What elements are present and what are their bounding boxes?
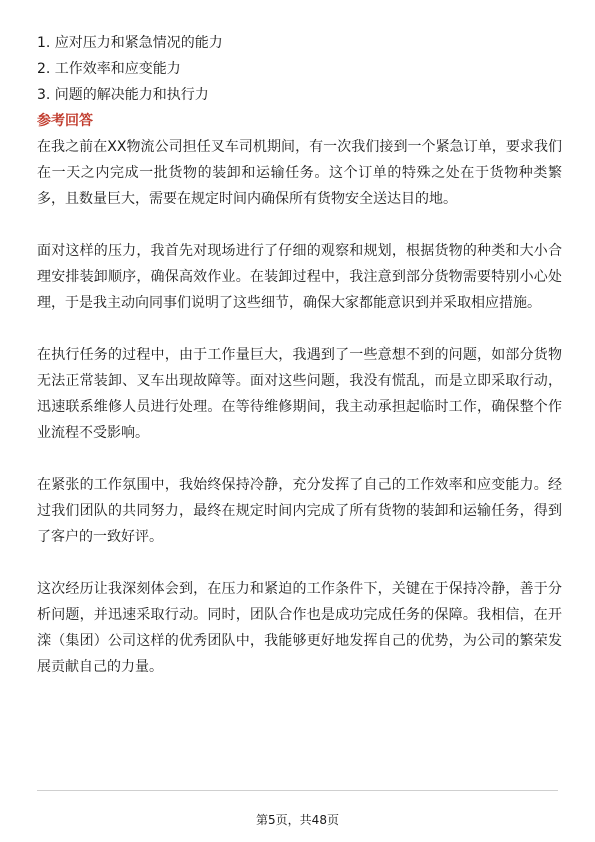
footer-divider — [37, 790, 558, 791]
list-item-1: 1. 应对压力和紧急情况的能力 — [37, 35, 223, 51]
paragraph-2: 面对这样的压力，我首先对现场进行了仔细的观察和规划，根据货物的种类和大小合理安排装卸顺序，确保高效作业。在装卸过程中，我注意到部分货物需要特别小心处理，于是我主动向同事们说明了这些细节，确保大家都能意识到并采取相应措施。 — [37, 243, 562, 311]
section-title: 参考回答 — [37, 113, 93, 129]
page-content — [37, 30, 562, 680]
list-item-3: 3. 问题的解决能力和执行力 — [37, 87, 209, 103]
paragraph-4: 在紧张的工作氛围中，我始终保持冷静，充分发挥了自己的工作效率和应变能力。经过我们团队的共同努力，最终在规定时间内完成了所有货物的装卸和运输任务，得到了客户的一致好评。 — [37, 477, 562, 545]
page-number: 第5页，共48页 — [256, 813, 339, 827]
paragraph-5: 这次经历让我深刻体会到，在压力和紧迫的工作条件下，关键在于保持冷静，善于分析问题，并迅速采取行动。同时，团队合作也是成功完成任务的保障。我相信，在开滦（集团）公司这样的优秀团队中，我能够更好地发挥自己的优势，为公司的繁荣发展贡献自己的力量。 — [37, 581, 562, 675]
paragraph-3: 在执行任务的过程中，由于工作量巨大，我遇到了一些意想不到的问题，如部分货物无法正常装卸、叉车出现故障等。面对这些问题，我没有慌乱，而是立即采取行动，迅速联系维修人员进行处理。在等待维修期间，我主动承担起临时工作，确保整个作业流程不受影响。 — [37, 347, 562, 441]
list-item-2: 2. 工作效率和应变能力 — [37, 61, 181, 77]
paragraph-1: 在我之前在XX物流公司担任叉车司机期间，有一次我们接到一个紧急订单，要求我们在一天之内完成一批货物的装卸和运输任务。这个订单的特殊之处在于货物种类繁多，且数量巨大，需要在规定时间内确保所有货物安全送达目的地。 — [37, 139, 562, 207]
